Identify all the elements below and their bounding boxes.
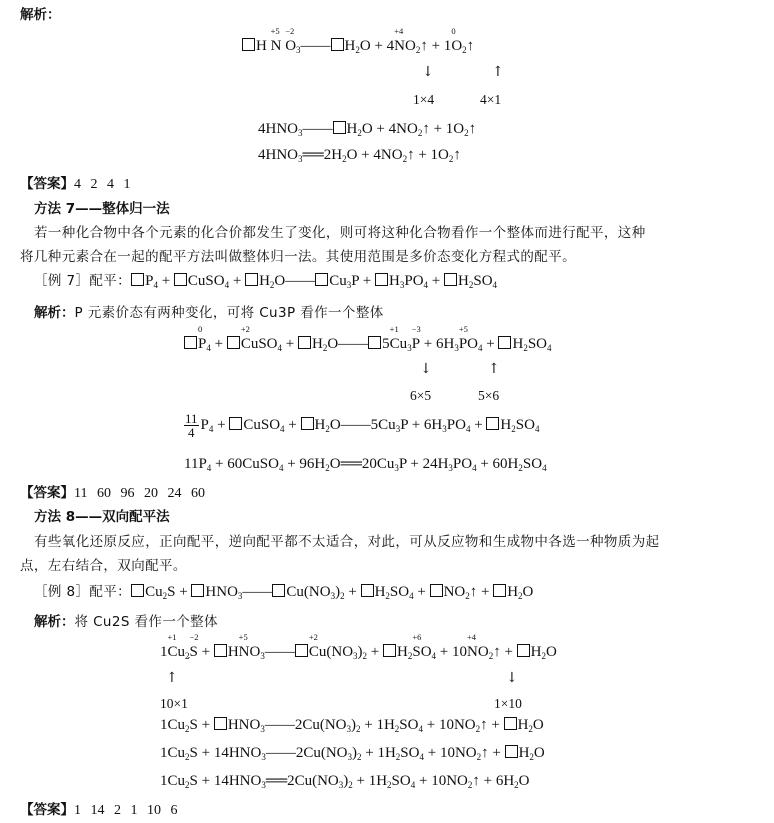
down-arrow-icon: ↓	[422, 64, 434, 80]
down-arrow-icon: ↓	[420, 361, 432, 377]
ex6-equation-unbalanced: H +5 N −2 $O_3——$ $H_2O + 4$ +4 $NO_2↑ + 1$ 0 $O_2↑$	[242, 37, 474, 55]
down-arrow-icon: ↓	[506, 670, 518, 686]
method8-explain-text: 将 Cu2S 看作一个整体	[74, 614, 218, 630]
method7-example-eq: $P_4$ + CuSO$_4$ + $H_2O——$ $Cu_3P + H_3PO_4 + H_2SO_4$	[131, 273, 497, 289]
method7-note-right: 5×6	[478, 388, 500, 403]
method7-step0: 0 $P_4$ + +2 CuSO$_4$ + $H_2O——$ 5 +1 $Cu_3$ −3 $P + 6H_3$ +5 $PO_4 + H_2SO_4$	[184, 335, 552, 353]
method7-explain	[34, 304, 384, 322]
method8-final: $1Cu_2S$ + $14HNO_3══2Cu(NO_3)_2 + 1H_2SO_4$ + $10NO_2↑ + 6H_2O$	[160, 773, 530, 790]
answer-label: 【答案】	[20, 176, 74, 192]
method7-note-left: 6×5	[410, 388, 432, 403]
method8-example-label: ［例 8］配平：	[34, 584, 132, 600]
method7-example	[34, 272, 497, 290]
method8-note-right: 1×10	[494, 696, 522, 711]
method8-example	[34, 583, 533, 601]
method7-answer-line	[20, 484, 205, 503]
explain-label: 解析：	[34, 305, 75, 321]
method7-final: $11P_4$ + 60CuSO$_4$ + $96H_2O══20Cu_3P + 24H_3PO_4 + 60H_2SO_4$	[184, 456, 547, 473]
ex6-note-right: 4×1	[480, 92, 502, 107]
ex6-answer: 4 2 4 1	[74, 177, 131, 192]
method7-answer: 11 60 96 20 24 60	[74, 486, 205, 501]
answer-label: 【答案】	[20, 802, 74, 818]
blank-box	[242, 38, 255, 51]
ex6-step1: $4HNO_3——$ $H_2O$ + $4NO_2↑$ + $1O_2↑$	[258, 121, 477, 138]
method8-answer-line	[20, 801, 178, 820]
method7-para-line2: 将几种元素合在一起的配平方法叫做整体归一法。其使用范围是多价态变化方程式的配平。	[20, 249, 576, 265]
explain-label: 解析：	[34, 614, 75, 630]
answer-label: 【答案】	[20, 485, 74, 501]
ex6-note-left: 1×4	[413, 92, 435, 107]
method7-example-label: ［例 7］配平：	[34, 273, 132, 289]
method7-title: 方法 7——整体归一法	[34, 201, 170, 217]
method8-note-left: 10×1	[160, 696, 188, 711]
method8-explain	[34, 613, 218, 631]
method8-para-line2: 点，左右结合，双向配平。	[20, 558, 187, 574]
method7-explain-text: P 元素价态有两种变化，可将 Cu3P 看作一个整体	[74, 305, 384, 321]
method8-para-line1: 有些氧化还原反应，正向配平，逆向配平都不太适合，对此，可从反应物和生成物中各选一种物质为起	[34, 534, 660, 550]
ex6-final: $4HNO_3══2H_2O$ + $4NO_2↑$ + $1O_2↑$	[258, 147, 461, 164]
ox-marker: +5 N	[270, 26, 282, 54]
method8-title: 方法 8——双向配平法	[34, 509, 170, 525]
up-arrow-icon: ↑	[492, 64, 504, 80]
method7-step1: $\frac{11}{4}$ $P_4$ + CuSO$_4$ + $H_2O——5Cu_3P + 6H_3PO_4 + H_2SO_4$	[185, 411, 540, 440]
method8-answer: 1 14 2 1 10 6	[74, 803, 178, 818]
method8-step1: $1Cu_2S$ + $HNO_3——2Cu(NO_3)_2 + 1H_2SO_4$ + $10NO_2↑ + H_2O$	[160, 717, 544, 734]
analysis-label: 解析：	[20, 7, 61, 23]
fraction: $\frac{11}{4}$	[185, 411, 198, 440]
up-arrow-icon: ↑	[488, 361, 500, 377]
method7-para-line1: 若一种化合物中各个元素的化合价都发生了变化，则可将这种化合物看作一个整体而进行配平，这种	[34, 225, 646, 241]
method8-step0: 1 +1 $Cu_2$ −2 S + H +5 $NO_3——$ +2 $Cu(NO_3)_2 + H_2$ +6 $SO_4 + 10$ +4 $NO_2↑ + H_2O$	[160, 632, 557, 661]
up-arrow-icon: ↑	[166, 670, 178, 686]
method8-example-eq: $Cu_2S$ + $HNO_3——$ $Cu(NO_3)_2 + H_2SO_4$ + $NO_2↑ + H_2O$	[131, 584, 533, 600]
method8-step2: $1Cu_2S$ + $14HNO_3——2Cu(NO_3)_2 + 1H_2SO_4$ + $10NO_2↑ + H_2O$	[160, 745, 545, 762]
ex6-answer-line	[20, 175, 131, 194]
